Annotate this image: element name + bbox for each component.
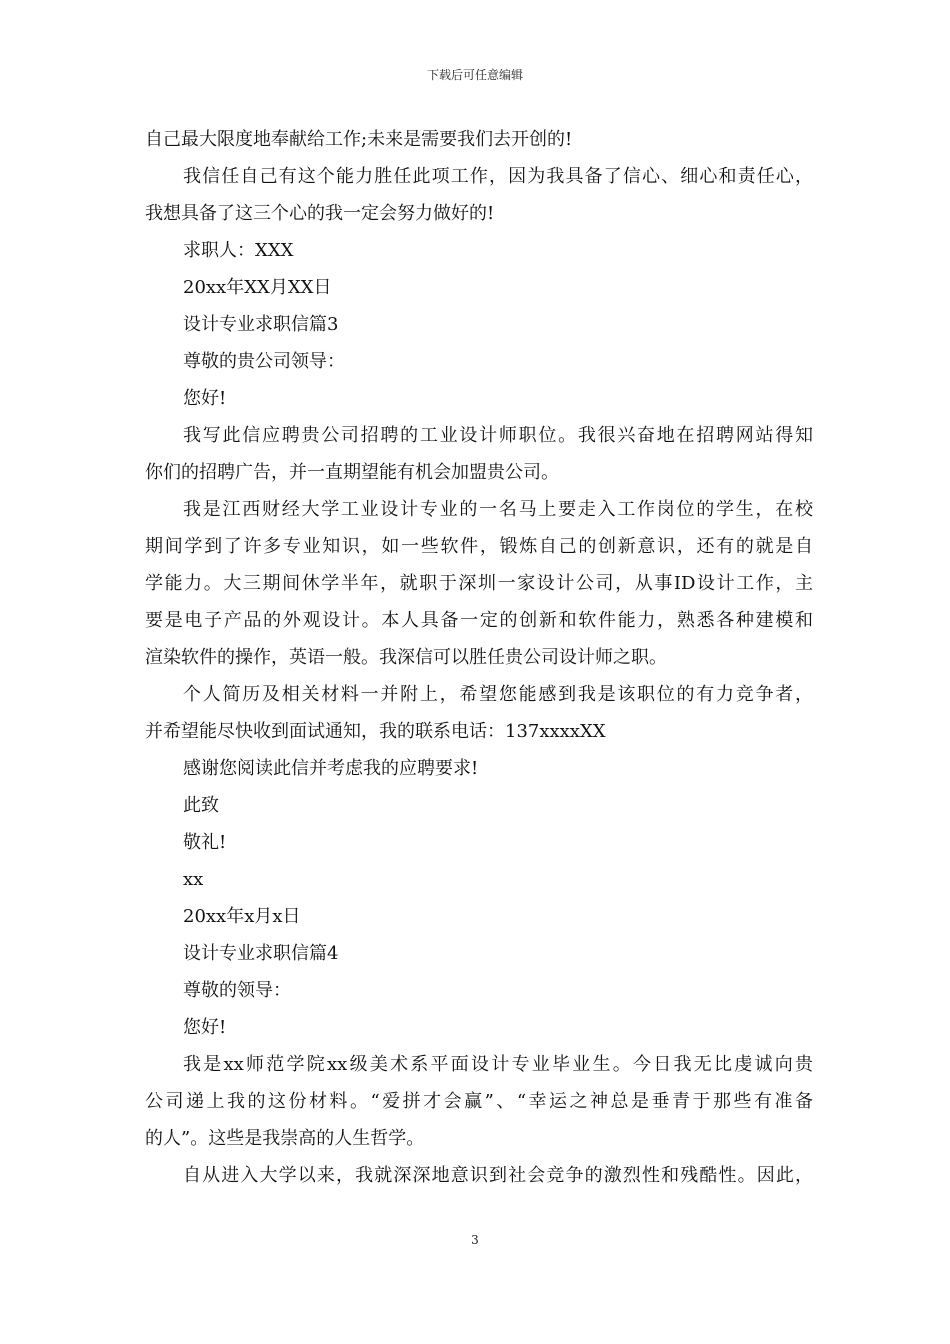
text-line: 您好! xyxy=(183,388,227,409)
document-body xyxy=(145,121,813,1194)
text-line: xx xyxy=(183,869,204,890)
text-line: 你们的招聘广告，并一直期望能有机会加盟贵公司。 xyxy=(145,462,559,483)
text-line: 我是江西财经大学工业设计专业的一名马上要走入工作岗位的学生，在校 xyxy=(183,499,813,520)
page-header: 下载后可任意编辑 xyxy=(426,68,523,82)
text-line: 公司递上我的这份材料。“爱拼才会赢”、“幸运之神总是垂青于那些有准备 xyxy=(145,1091,813,1112)
text-line: 学能力。大三期间休学半年，就职于深圳一家设计公司，从事ID设计工作，主 xyxy=(145,573,813,594)
text-line: 20xx年x月x日 xyxy=(183,906,301,927)
text-line: 敬礼! xyxy=(183,832,227,853)
text-line: 的人”。这些是我崇高的人生哲学。 xyxy=(145,1128,425,1149)
text-line: 您好! xyxy=(183,1017,227,1038)
text-line: 我是xx师范学院xx级美术系平面设计专业毕业生。今日我无比虔诚向贵 xyxy=(183,1054,813,1075)
text-line: 此致 xyxy=(183,795,219,816)
text-line: 自从进入大学以来，我就深深地意识到社会竞争的激烈性和残酷性。因此， xyxy=(183,1165,813,1186)
text-line: 尊敬的贵公司领导： xyxy=(183,351,345,372)
text-line: 要是电子产品的外观设计。本人具备一定的创新和软件能力，熟悉各种建模和 xyxy=(145,610,813,631)
text-line: 设计专业求职信篇4 xyxy=(183,943,339,964)
text-line: 求职人：XXX xyxy=(183,240,294,261)
text-line: 设计专业求职信篇3 xyxy=(183,314,339,335)
text-line: 我信任自己有这个能力胜任此项工作，因为我具备了信心、细心和责任心， xyxy=(183,166,813,187)
text-line: 渲染软件的操作，英语一般。我深信可以胜任贵公司设计师之职。 xyxy=(145,647,667,668)
text-line: 个人简历及相关材料一并附上，希望您能感到我是该职位的有力竞争者， xyxy=(183,684,813,705)
page-number: 3 xyxy=(471,1233,479,1247)
text-line: 我写此信应聘贵公司招聘的工业设计师职位。我很兴奋地在招聘网站得知 xyxy=(183,425,813,446)
text-line: 自己最大限度地奉献给工作;未来是需要我们去开创的! xyxy=(145,129,573,150)
text-line: 20xx年XX月XX日 xyxy=(183,277,332,298)
text-line: 感谢您阅读此信并考虑我的应聘要求! xyxy=(183,758,479,779)
text-line: 期间学到了许多专业知识，如一些软件，锻炼自己的创新意识，还有的就是自 xyxy=(145,536,813,557)
text-line: 我想具备了这三个心的我一定会努力做好的! xyxy=(145,203,495,224)
text-line: 并希望能尽快收到面试通知，我的联系电话：137xxxxXX xyxy=(145,721,606,742)
text-line: 尊敬的领导： xyxy=(183,980,291,1001)
